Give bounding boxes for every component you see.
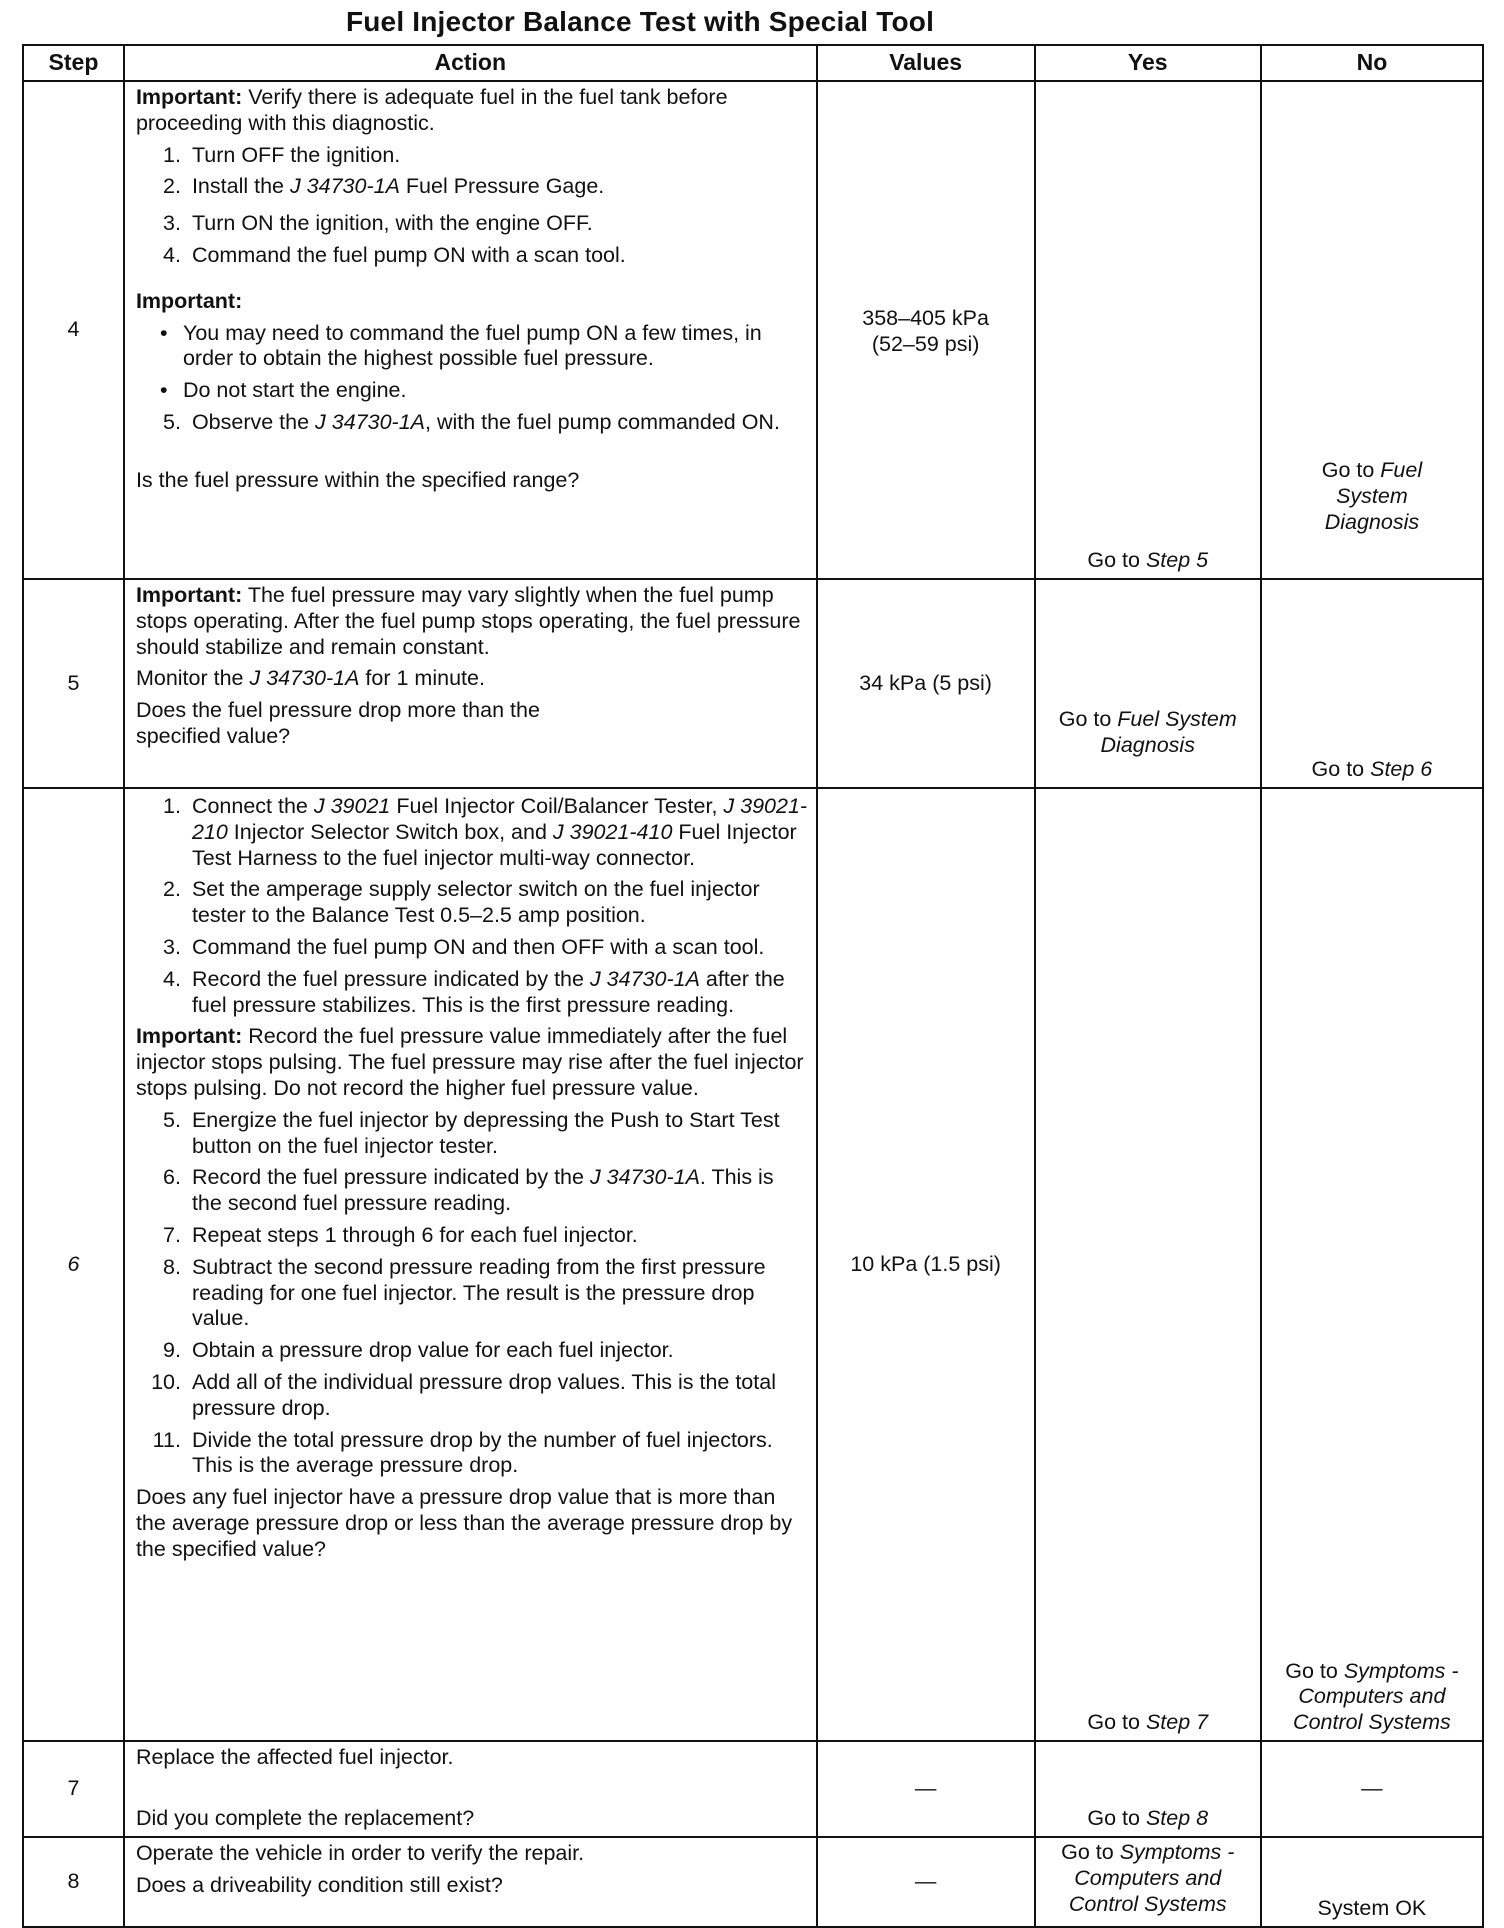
table-row-step-4 — [23, 81, 1483, 579]
list-text: Observe the — [191, 409, 316, 434]
list-text: Record the fuel pressure indicated by the — [191, 1165, 590, 1190]
intro-text: The fuel pressure may vary slightly when the fuel pump stops operating. After the fuel pump stops operating, the fuel pressure should stabilize and remain constant. — [135, 583, 801, 659]
yes-cell — [1035, 579, 1261, 788]
values-cell — [817, 579, 1035, 788]
value-text: 10 kPa (1.5 psi) — [850, 1251, 1001, 1276]
bullet-text: You may need to command the fuel pump ON a few times, in order to obtain the highest possible fuel pressure. — [182, 320, 762, 371]
step-number: 5 — [23, 579, 124, 788]
no-text: — — [1361, 1776, 1383, 1801]
value-text: 358–405 kPa (52–59 psi) — [862, 306, 989, 356]
yes-target: Step 5 — [1145, 548, 1209, 573]
important-label: Important: — [135, 288, 243, 313]
step-number: 6 — [23, 788, 124, 1741]
yes-link[interactable] — [1036, 548, 1260, 574]
list-text: Connect the — [191, 794, 314, 818]
yes-prefix: Go to — [1061, 1840, 1120, 1864]
important-label: Important: — [135, 85, 243, 109]
values-cell — [817, 788, 1035, 1741]
no-target: Step 6 — [1370, 757, 1433, 782]
step-number: 8 — [23, 1837, 124, 1927]
list-text: Divide the total pressure drop by the number of fuel injectors. This is the average pressure drop. — [191, 1427, 773, 1478]
value-text: — — [914, 1869, 937, 1894]
monitor-text: for 1 minute. — [359, 666, 485, 691]
action-cell — [124, 579, 817, 788]
list-number: 6. — [163, 1165, 181, 1190]
values-cell — [817, 1837, 1035, 1927]
monitor-text: Monitor the — [135, 666, 250, 691]
list-number: 7. — [163, 1222, 181, 1247]
yes-link[interactable] — [1036, 1710, 1260, 1736]
action-cell — [124, 1837, 817, 1927]
yes-target: Fuel System Diagnosis — [1100, 707, 1237, 758]
list-text: Fuel Injector Coil/Balancer Tester, — [390, 794, 724, 818]
yes-prefix: Go to — [1058, 707, 1118, 732]
step-number: 4 — [23, 81, 124, 579]
header-row — [23, 45, 1483, 81]
list-number: 2. — [163, 877, 181, 902]
list-number: 11. — [152, 1427, 181, 1452]
no-cell — [1261, 81, 1483, 579]
tool-ref: J 39021 — [313, 794, 391, 818]
no-target: Symptoms - Computers and Control Systems — [1293, 1658, 1459, 1735]
yes-link[interactable] — [1036, 1806, 1260, 1832]
list-number: 3. — [163, 934, 181, 959]
list-text: Fuel Injector Test Harness to the fuel injector multi-way connector. — [191, 819, 797, 870]
list-text: Set the amperage supply selector switch on the fuel injector tester to the Balance Test 0.5–2.5 amp position. — [191, 877, 760, 928]
values-cell — [817, 1741, 1035, 1837]
list-number: 4. — [163, 242, 181, 267]
table-row-step-5 — [23, 579, 1483, 788]
list-text: Energize the fuel injector by depressing the Push to Start Test button on the fuel injector tester. — [191, 1107, 780, 1158]
no-link[interactable] — [1262, 1659, 1482, 1736]
list-text: Turn ON the ignition, with the engine OFF. — [191, 211, 593, 236]
tool-ref: J 34730-1A — [589, 1165, 700, 1190]
tool-ref: J 39021-410 — [552, 819, 673, 844]
action-text: Replace the affected fuel injector. — [135, 1745, 454, 1769]
list-number: 10. — [151, 1369, 181, 1394]
yes-cell — [1035, 788, 1261, 1741]
table-row-step-7 — [23, 1741, 1483, 1837]
value-text: — — [914, 1776, 937, 1801]
list-text: Repeat steps 1 through 6 for each fuel injector. — [191, 1222, 638, 1247]
no-prefix: Go to — [1321, 458, 1381, 482]
list-number: 1. — [163, 794, 181, 818]
tool-ref: J 34730-1A — [589, 966, 700, 991]
tool-ref: J 34730-1A — [249, 666, 360, 691]
tool-ref: J 34730-1A — [315, 409, 426, 434]
bullet-text: Do not start the engine. — [182, 378, 407, 403]
list-number: 9. — [163, 1338, 181, 1363]
list-text: , with the fuel pump commanded ON. — [425, 409, 780, 434]
action-text: Operate the vehicle in order to verify the repair. — [135, 1841, 585, 1865]
question-text: Does a driveability condition still exist? — [135, 1872, 503, 1897]
value-text: 34 kPa (5 psi) — [859, 670, 992, 695]
list-number: 8. — [163, 1254, 181, 1279]
list-number: 4. — [163, 966, 181, 991]
list-number: 2. — [163, 174, 181, 199]
step-number: 7 — [23, 1741, 124, 1837]
yes-target: Symptoms - Computers and Control Systems — [1068, 1840, 1235, 1916]
header-values: Values — [817, 45, 1035, 81]
list-text: . This is the second fuel pressure reading. — [191, 1165, 774, 1216]
no-link[interactable] — [1262, 458, 1482, 535]
list-text: Fuel Pressure Gage. — [399, 174, 605, 199]
list-number: 3. — [163, 211, 181, 236]
list-text: Command the fuel pump ON with a scan tool. — [191, 242, 626, 267]
important-text: Record the fuel pressure value immediately after the fuel injector stops pulsing. The fuel pressure may rise after the fuel injector stops pulsing. Do not record the higher fuel pressure value. — [135, 1024, 804, 1100]
question-text: Is the fuel pressure within the specified range? — [135, 467, 580, 492]
action-cell — [124, 1741, 817, 1837]
bullet-icon: • — [159, 378, 168, 403]
no-target: Fuel System Diagnosis — [1324, 458, 1423, 534]
yes-target: Step 7 — [1145, 1710, 1209, 1735]
header-action: Action — [124, 45, 817, 81]
list-text: Injector Selector Switch box, and — [227, 819, 553, 844]
list-text: Install the — [191, 174, 290, 199]
important-label: Important: — [135, 1024, 243, 1049]
yes-cell — [1035, 1741, 1261, 1837]
diagnostic-table — [22, 44, 1484, 1928]
yes-prefix: Go to — [1087, 1710, 1146, 1735]
list-text: after the fuel pressure stabilizes. This is the first pressure reading. — [191, 966, 785, 1017]
page-title: Fuel Injector Balance Test with Special Tool — [345, 6, 935, 37]
no-cell — [1261, 788, 1483, 1741]
list-text: Command the fuel pump ON and then OFF with a scan tool. — [191, 934, 765, 959]
table-row-step-8 — [23, 1837, 1483, 1927]
header-no: No — [1261, 45, 1483, 81]
list-text: Record the fuel pressure indicated by the — [191, 966, 590, 991]
no-prefix: Go to — [1285, 1658, 1344, 1683]
values-cell — [817, 81, 1035, 579]
action-cell — [124, 788, 817, 1741]
yes-prefix: Go to — [1087, 1806, 1146, 1831]
question-text: Does any fuel injector have a pressure drop value that is more than the average pressure drop or less than the average pressure drop by the specified value? — [135, 1485, 793, 1561]
table-row-step-6 — [23, 788, 1483, 1741]
question-text: Did you complete the replacement? — [135, 1806, 475, 1831]
important-label: Important: — [135, 583, 243, 607]
action-cell — [124, 81, 817, 579]
header-step: Step — [23, 45, 124, 81]
header-yes: Yes — [1035, 45, 1261, 81]
yes-link[interactable] — [1040, 1840, 1256, 1917]
list-text: Obtain a pressure drop value for each fuel injector. — [191, 1338, 674, 1363]
yes-target: Step 8 — [1145, 1806, 1209, 1831]
yes-cell — [1035, 81, 1261, 579]
intro-text: Verify there is adequate fuel in the fuel tank before proceeding with this diagnostic. — [135, 85, 728, 135]
yes-prefix: Go to — [1087, 548, 1146, 573]
list-text: Add all of the individual pressure drop values. This is the total pressure drop. — [191, 1369, 776, 1420]
no-prefix: Go to — [1311, 757, 1371, 782]
list-number: 5. — [163, 409, 181, 434]
list-text: Subtract the second pressure reading from the first pressure reading for one fuel injector. The result is the pressure drop value. — [191, 1254, 766, 1331]
list-number: 1. — [163, 142, 181, 167]
question-text: Does the fuel pressure drop more than the specified value? — [135, 698, 540, 748]
yes-link[interactable] — [1036, 707, 1260, 759]
list-text: Turn OFF the ignition. — [191, 142, 401, 167]
no-cell — [1261, 579, 1483, 788]
tool-ref: J 34730-1A — [289, 174, 400, 199]
yes-cell — [1035, 1837, 1261, 1927]
no-cell — [1261, 1741, 1483, 1837]
tool-ref: J 39021-210 — [191, 794, 808, 844]
no-text: System OK — [1317, 1896, 1427, 1921]
bullet-icon: • — [159, 320, 168, 345]
no-link[interactable] — [1262, 757, 1482, 783]
list-number: 5. — [163, 1107, 181, 1132]
no-cell — [1261, 1837, 1483, 1927]
